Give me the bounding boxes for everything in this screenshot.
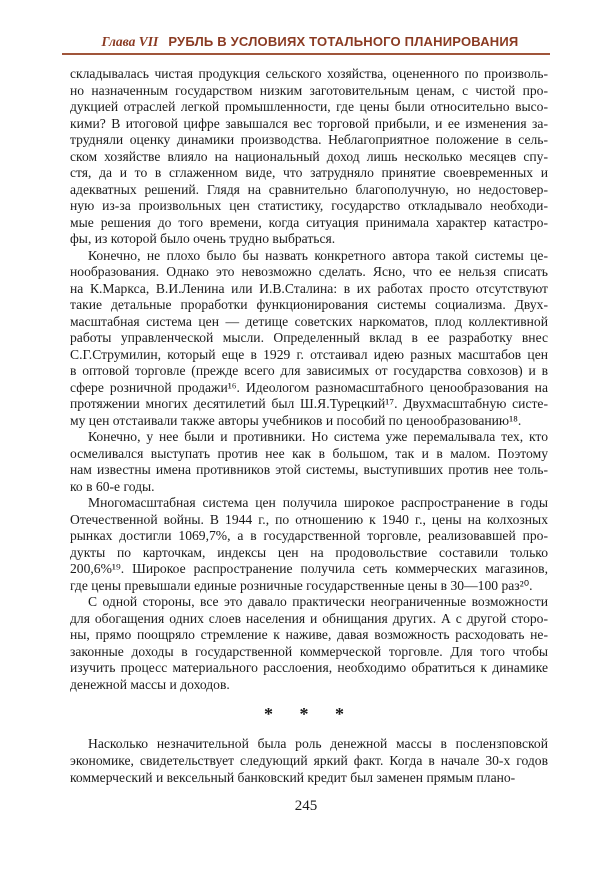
text-line: 200,6%¹⁹. Широкое распространение получила сеть коммерческих магазинов, <box>70 561 548 576</box>
text-line: масштабная система цен — детище советских наркоматов, плод коллективной <box>70 313 548 329</box>
main-text <box>70 66 548 693</box>
text-line: нам известны имена противников этой системы, выступивших против нее толь- <box>70 462 548 477</box>
text-line: кими? В итоговой цифре завышался вес торговой прибыли, и ее изменения за- <box>70 115 548 131</box>
text-line: дукцией отраслей легкой промышленности, где цены были относительно высо- <box>70 99 548 114</box>
text-line: законные доходы в государственной коммерческой торговле. Для того чтобы <box>70 643 548 659</box>
page-number: 245 <box>294 798 318 814</box>
text-line: Конечно, у нее были и противники. Но система уже перемалывала тех, кто <box>88 429 548 444</box>
paragraph <box>70 495 548 594</box>
paragraph <box>70 248 548 430</box>
text-line: Конечно, не плохо было бы назвать конкретного автора такой системы це- <box>88 247 548 263</box>
text-line: изучить процесс материального расслоения, необходимо обратиться к динамике <box>70 660 548 675</box>
text-line: ную из-за произвольных цен статистику, государство откладывало необходи- <box>70 198 548 213</box>
text-line: коммерческий и вексельный банковский кредит был заменен прямым плано- <box>70 770 516 785</box>
text-line: ко в 60-е годы. <box>70 478 155 494</box>
text-line: Насколько незначительной была роль денежной массы в послензповской <box>88 736 548 751</box>
text-line: работы управленческой мысли. Определенный вклад в ее разработку внес <box>70 330 548 345</box>
text-line: Отечественной войны. В 1944 г., по отношению к 1940 г., цены на колхозных <box>70 511 548 527</box>
section-separator: * * * <box>264 704 344 724</box>
header-rule <box>62 53 550 55</box>
text-line: для обогащения одних слоев населения и обнищания других. А с другой сторо- <box>70 610 548 626</box>
running-header <box>0 34 600 50</box>
chapter-label: Глава VII <box>101 34 159 49</box>
text-line: дукты по карточкам, индексы цен на продовольствие составили только <box>70 544 548 560</box>
text-line: рынках достигли 1069,7%, а в государственной торговле, реализовавшей про- <box>70 528 548 543</box>
text-line: му цен отстаивали также авторы учебников и пособий по ценообразованию¹⁸. <box>70 412 522 428</box>
text-line: на К.Маркса, В.И.Ленина или И.В.Сталина: в их работах просто отсутствуют <box>70 280 548 296</box>
text-line: адекватных решений. Глядя на сравнительно благополучную, но недостовер- <box>70 181 548 197</box>
text-line: ском хозяйстве влияло на национальный доход лишь несколько месяцев спу- <box>70 148 548 164</box>
text-line: экономике, свидетельствует следующий яркий факт. Когда в начале 30-х годов <box>70 753 548 768</box>
paragraph <box>70 66 548 248</box>
text-line: такие детальные проработки функционирования системы социализма. Двух- <box>70 297 548 312</box>
text-line: денежной массы и доходов. <box>70 676 230 692</box>
text-line: мые решения до того времени, когда ситуация принимала характер катастро- <box>70 214 548 230</box>
text-line: трудняли оценку динамики производства. Неблагоприятное положение в сель- <box>70 132 548 147</box>
text-line: стя, да и то в сглаженном виде, что затрудняло принятие своевременных и <box>70 165 548 180</box>
text-line: ны, прямо поощряло стремление к наживе, давая возможность расходовать не- <box>70 627 548 642</box>
paragraph <box>70 735 548 786</box>
chapter-title: РУБЛЬ В УСЛОВИЯХ ТОТАЛЬНОГО ПЛАНИРОВАНИЯ <box>168 34 519 49</box>
text-line: сфере розничной продажи¹⁶. Идеологом разномасштабного ценообразования на <box>70 379 548 395</box>
text-line: складывалась чистая продукция сельского хозяйства, оцененного по произволь- <box>70 66 548 81</box>
text-line: в оптовой торговле (прежде всего для зависимых от государства совхозов) и в <box>70 363 548 378</box>
text-line: фы, из которой было очень трудно выбраться. <box>70 231 336 246</box>
text-line: где цены превышали единые розничные государственные цены в 30—100 раз²⁰. <box>70 577 533 593</box>
paragraph <box>70 594 548 693</box>
text-line: Многомасштабная система цен получила широкое распространение в годы <box>88 495 548 510</box>
paragraph <box>70 429 548 495</box>
text-line: С одной стороны, все это давало практически неограниченные возможности <box>88 594 548 609</box>
text-line: осмеливался выступать против нее как в большом, так и в малом. Поэтому <box>70 445 548 461</box>
text-line: нообразования. Однако это невозможно сделать. Ясно, что ее нельзя списать <box>70 264 548 279</box>
next-section-text <box>70 735 548 786</box>
text-line: протяжении многих десятилетий был Ш.Я.Турецкий¹⁷. Двухмасштабную систе- <box>70 396 548 411</box>
text-line: С.Г.Струмилин, который еще в 1929 г. отстаивал идею разных масштабов цен <box>70 346 548 362</box>
text-line: но назначенным государством низким заготовительным ценам, с чистой про- <box>70 82 548 98</box>
